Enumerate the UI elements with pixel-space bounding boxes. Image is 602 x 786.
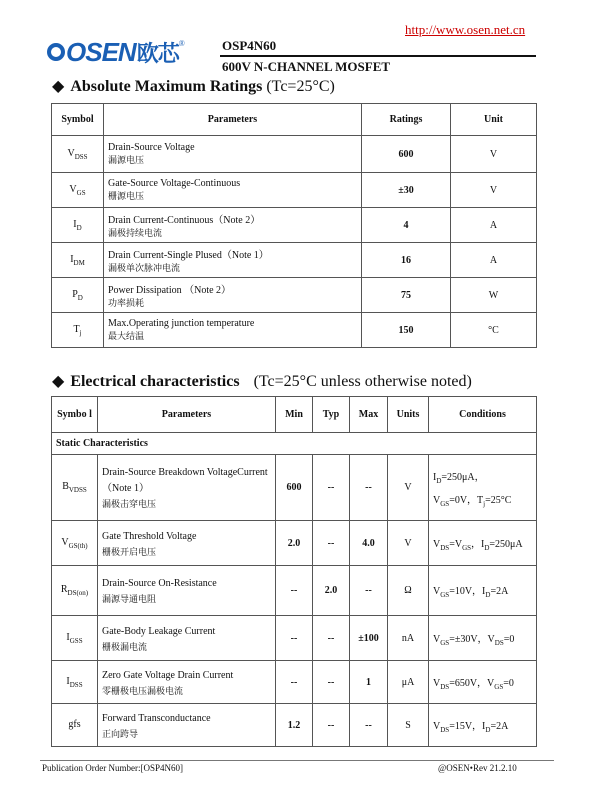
symbol: gfs: [68, 718, 81, 730]
min-cell: --: [276, 616, 313, 661]
rating-cell: 75: [362, 278, 451, 313]
rating-cell: ±30: [362, 173, 451, 208]
col-header: Parameters: [104, 104, 362, 136]
symbol-cell: [52, 278, 104, 313]
table-row: [52, 313, 537, 348]
typ-cell: --: [313, 455, 350, 521]
absolute-max-ratings-table: [51, 103, 537, 348]
parameter-en: Drain Current-Continuous（Note 2）: [108, 215, 261, 226]
symbol-cell: [52, 704, 98, 747]
logo-ring-icon: [47, 43, 65, 61]
max-cell: --: [350, 704, 388, 747]
parameter-en: Forward Transconductance: [102, 712, 211, 724]
section-condition: (Tc=25°C unless otherwise noted): [253, 373, 472, 390]
col-header: Min: [276, 397, 313, 433]
symbol-cell: [52, 173, 104, 208]
parameter-cell: [98, 704, 276, 747]
rating-cell: 150: [362, 313, 451, 348]
unit-cell: μA: [388, 661, 429, 704]
table-row: [52, 278, 537, 313]
section-condition: (Tc=25°C): [266, 78, 335, 95]
symbol-cell: [52, 455, 98, 521]
min-cell: 2.0: [276, 521, 313, 566]
parameter-en: Gate Threshold Voltage: [102, 530, 197, 542]
col-header: Unit: [451, 104, 537, 136]
parameter-en: Drain-Source On-Resistance: [102, 578, 217, 589]
parameter-cn: 正向跨导: [102, 729, 139, 740]
parameter-cell: [104, 313, 362, 348]
unit-cell: W: [451, 278, 537, 313]
rating-cell: 4: [362, 208, 451, 243]
typ-cell: --: [313, 661, 350, 704]
diamond-bullet-icon: ◆: [52, 78, 65, 95]
logo-text: OSEN: [66, 36, 136, 67]
website-link[interactable]: http://www.osen.net.cn: [405, 22, 526, 37]
parameter-en: Drain-Source Voltage: [108, 142, 195, 153]
unit-cell: Ω: [388, 566, 429, 616]
unit-cell: V: [451, 136, 537, 173]
condition-line: $V_{DS}=650V$，$V_{GS}=0$: [433, 677, 514, 691]
min-cell: 1.2: [276, 704, 313, 747]
max-cell: --: [350, 566, 388, 616]
parameter-cell: [98, 521, 276, 566]
max-cell: 1: [350, 661, 388, 704]
col-header: Units: [388, 397, 429, 433]
conditions-cell: [429, 661, 537, 704]
conditions-cell: [429, 455, 537, 521]
unit-cell: A: [451, 208, 537, 243]
symbol: V: [67, 147, 75, 159]
col-header: Max: [350, 397, 388, 433]
part-number: OSP4N60: [222, 38, 277, 53]
min-cell: --: [276, 566, 313, 616]
symbol-subscript: VDSS: [68, 486, 87, 494]
rating-cell: 16: [362, 243, 451, 278]
parameter-cell: [104, 136, 362, 173]
table-row: [52, 208, 537, 243]
min-cell: --: [276, 661, 313, 704]
symbol-cell: [52, 661, 98, 704]
min-cell: 600: [276, 455, 313, 521]
symbol-subscript: GSS: [69, 636, 83, 645]
parameter-cn: 漏极单次脉冲电流: [108, 264, 181, 274]
symbol: I: [66, 675, 70, 687]
col-header: Symbo l: [52, 397, 98, 433]
section-heading: Absolute Maximum Ratings: [70, 78, 263, 95]
revision: @OSEN•Rev 21.2.10: [438, 763, 517, 773]
table-header-row: [52, 104, 537, 136]
symbol-cell: [52, 521, 98, 566]
col-header: Ratings: [362, 104, 451, 136]
osen-logo: [47, 37, 185, 67]
diamond-bullet-icon: ◆: [52, 373, 65, 390]
table-row: [52, 173, 537, 208]
parameter-cn: 栅源电压: [108, 192, 145, 202]
condition-line: $I_D=250\mu A$，: [433, 471, 485, 485]
symbol-cell: [52, 313, 104, 348]
symbol-subscript: DSS: [74, 152, 88, 161]
col-header: Parameters: [98, 397, 276, 433]
symbol-subscript: DM: [73, 258, 85, 267]
symbol-cell: [52, 208, 104, 243]
table-row: [52, 521, 537, 566]
parameter-cell: [98, 566, 276, 616]
parameter-cn: 最大结温: [108, 332, 145, 342]
symbol: T: [73, 323, 80, 335]
symbol-subscript: D: [76, 223, 82, 232]
parameter-cn: 栅极开启电压: [102, 547, 157, 558]
symbol: I: [66, 631, 70, 643]
condition-line: $V_{DS}=15V$，$I_D=2A$: [433, 720, 509, 734]
parameter-cn: 漏极持续电流: [108, 229, 163, 239]
symbol: V: [69, 183, 77, 195]
symbol-cell: [52, 136, 104, 173]
typ-cell: --: [313, 616, 350, 661]
section-title-absolute-max: [52, 76, 335, 96]
max-cell: ±100: [350, 616, 388, 661]
electrical-characteristics-table: [51, 396, 537, 747]
section-title-electrical: [52, 371, 472, 391]
symbol-subscript: j: [79, 328, 82, 337]
max-cell: --: [350, 455, 388, 521]
symbol-subscript: DS(on): [67, 589, 89, 597]
parameter-cn: 漏源导通电阻: [102, 595, 157, 605]
conditions-cell: [429, 566, 537, 616]
parameter-en: Power Dissipation （Note 2）: [108, 285, 232, 296]
unit-cell: nA: [388, 616, 429, 661]
parameter-en: Drain-Source Breakdown VoltageCurrent （Note 1）: [102, 467, 268, 494]
symbol-subscript: GS: [76, 188, 86, 197]
table-row: [52, 455, 537, 521]
logo-chinese-text: 欧芯: [136, 41, 179, 67]
symbol-subscript: DSS: [69, 680, 83, 689]
parameter-en: Zero Gate Voltage Drain Current: [102, 669, 234, 681]
symbol: B: [62, 481, 69, 492]
typ-cell: --: [313, 521, 350, 566]
col-header: Typ: [313, 397, 350, 433]
conditions-cell: [429, 616, 537, 661]
device-subtitle: 600V N-CHANNEL MOSFET: [222, 59, 391, 74]
section-heading: Electrical characteristics: [70, 373, 240, 390]
footer-divider: [40, 760, 554, 761]
parameter-cn: 漏源电压: [108, 156, 145, 166]
table-row: [52, 136, 537, 173]
unit-cell: S: [388, 704, 429, 747]
registered-mark: ®: [178, 39, 185, 48]
unit-cell: V: [388, 521, 429, 566]
parameter-cn: 功率损耗: [108, 299, 145, 309]
conditions-cell: [429, 704, 537, 747]
parameter-en: Max.Operating junction temperature: [108, 318, 255, 329]
parameter-cell: [98, 661, 276, 704]
header-divider: [220, 55, 536, 57]
parameter-en: Gate-Source Voltage-Continuous: [108, 178, 241, 189]
col-header: Symbol: [52, 104, 104, 136]
condition-line: $V_{GS}=0V$，$T_j=25^\circ C$: [433, 494, 512, 508]
symbol: R: [60, 584, 68, 595]
parameter-cn: 栅极漏电流: [102, 642, 148, 653]
condition-line: $V_{GS}=10V$，$I_D=2A$: [433, 586, 509, 599]
table-row: [52, 566, 537, 616]
parameter-cell: [104, 278, 362, 313]
conditions-cell: [429, 521, 537, 566]
symbol-subscript: D: [77, 293, 83, 302]
parameter-cell: [104, 243, 362, 278]
condition-line: $V_{GS}=\pm 30V$，$V_{DS}=0$: [433, 633, 515, 647]
parameter-cn: 零栅极电压漏极电流: [102, 686, 184, 697]
symbol-cell: [52, 566, 98, 616]
parameter-cell: [98, 616, 276, 661]
unit-cell: A: [451, 243, 537, 278]
unit-cell: V: [388, 455, 429, 521]
rating-cell: 600: [362, 136, 451, 173]
symbol-cell: [52, 616, 98, 661]
parameter-cell: [104, 208, 362, 243]
parameter-cell: [98, 455, 276, 521]
condition-line: $V_{DS}=V_{GS}$，$I_D=250\mu A$: [433, 538, 523, 552]
parameter-en: Gate-Body Leakage Current: [102, 625, 216, 637]
max-cell: 4.0: [350, 521, 388, 566]
table-header-row: [52, 397, 537, 433]
group-row: [52, 433, 537, 455]
symbol-subscript: GS(th): [68, 541, 88, 550]
unit-cell: °C: [451, 313, 537, 348]
parameter-en: Drain Current-Single Plused（Note 1）: [108, 250, 269, 261]
parameter-cell: [104, 173, 362, 208]
table-row: [52, 704, 537, 747]
symbol: P: [72, 288, 78, 300]
table-row: [52, 616, 537, 661]
table-row: [52, 661, 537, 704]
typ-cell: --: [313, 704, 350, 747]
symbol-cell: [52, 243, 104, 278]
group-label: Static Characteristics: [52, 433, 537, 455]
typ-cell: 2.0: [313, 566, 350, 616]
symbol: I: [70, 253, 74, 265]
symbol: V: [61, 536, 69, 548]
parameter-cn: 漏极击穿电压: [102, 500, 157, 510]
unit-cell: V: [451, 173, 537, 208]
table-row: [52, 243, 537, 278]
col-header: Conditions: [429, 397, 537, 433]
publication-number: Publication Order Number:[OSP4N60]: [42, 763, 183, 773]
symbol: I: [73, 218, 77, 230]
